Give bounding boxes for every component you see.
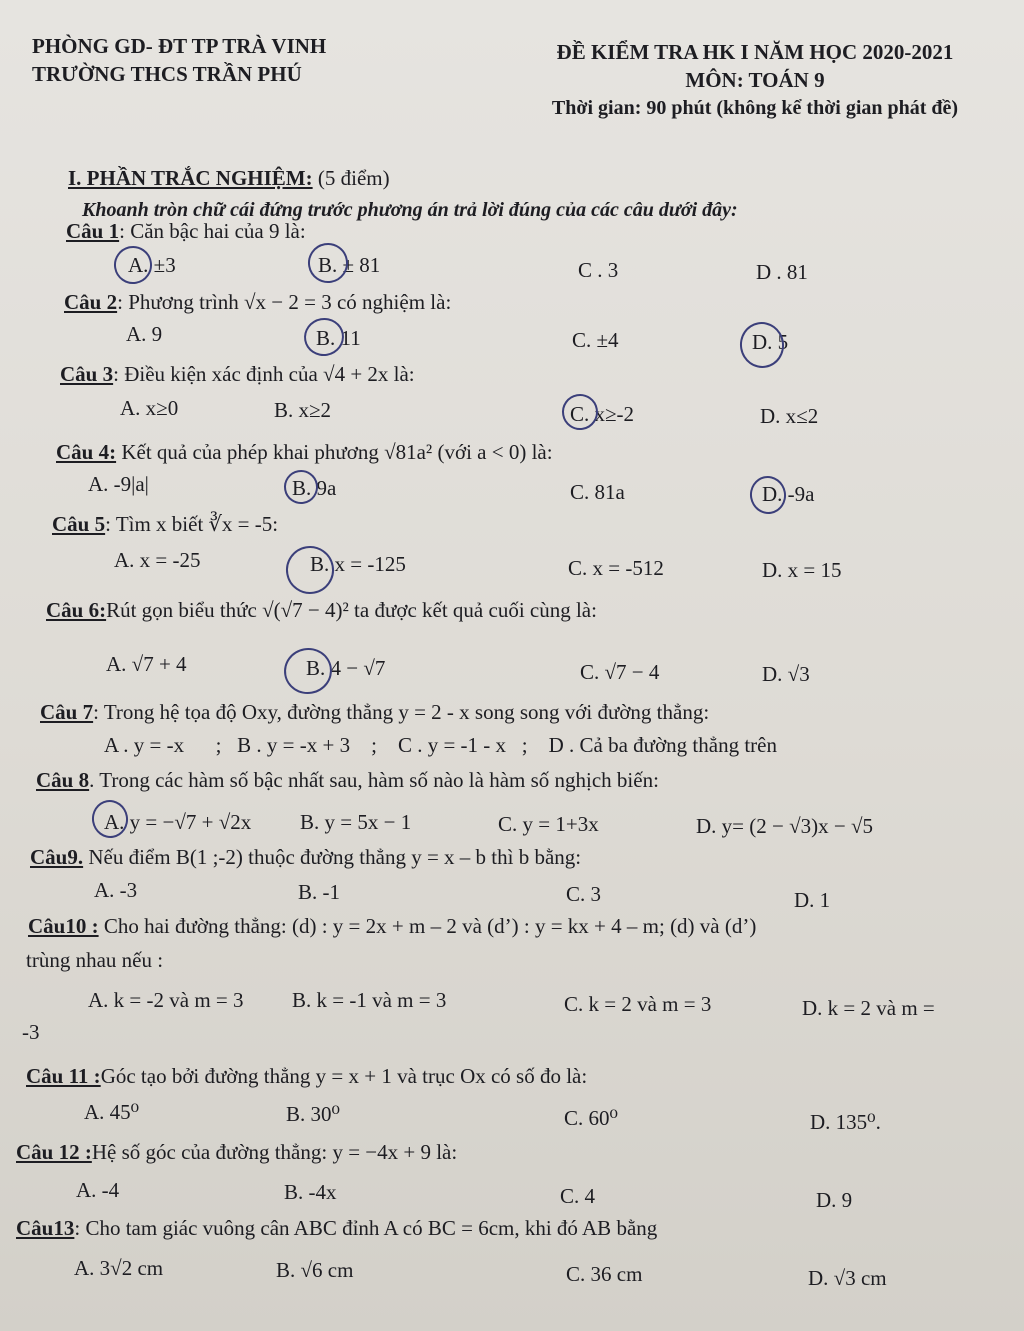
section-heading: I. PHẦN TRẮC NGHIỆM:	[68, 166, 313, 190]
question-label: Câu 11 :	[26, 1064, 101, 1088]
option-c[interactable]: C. x = -512	[568, 556, 664, 580]
option-c[interactable]: C. k = 2 và m = 3	[564, 992, 712, 1016]
option-d[interactable]: D. x = 15	[762, 558, 842, 582]
answer-mark	[736, 319, 787, 372]
question-text: : Cho tam giác vuông cân ABC đỉnh A có BC = 6cm, khi đó AB bằng	[74, 1216, 658, 1240]
option-c[interactable]: C . 3	[578, 258, 619, 282]
option-b[interactable]: B. 11	[316, 326, 361, 350]
exam-time: Thời gian: 90 phút (không kể thời gian phát đề)	[551, 96, 959, 119]
question-text: : Điều kiện xác định của √4 + 2x là:	[113, 362, 415, 386]
question-label: Câu10 :	[28, 914, 99, 938]
option-c[interactable]: C. y = 1+3x	[498, 812, 599, 836]
question-text: Góc tạo bởi đường thẳng y = x + 1 và trục Ox có số đo là:	[100, 1064, 588, 1088]
option-b[interactable]: B. √6 cm	[276, 1258, 354, 1282]
option-b[interactable]: B. ± 81	[318, 253, 381, 277]
option-d[interactable]: D. 1	[794, 888, 831, 912]
question-text: : Căn bậc hai của 9 là:	[119, 219, 306, 243]
question-4	[56, 440, 553, 465]
option-a[interactable]: A. -4	[76, 1178, 120, 1202]
option-row[interactable]: A . y = -x ; B . y = -x + 3 ; C . y = -1 - x ; D . Cả ba đường thẳng trên	[104, 733, 777, 757]
option-b[interactable]: B. 9a	[292, 476, 337, 500]
option-c[interactable]: C. 81a	[570, 480, 625, 504]
option-c[interactable]: C. 4	[560, 1184, 596, 1208]
option-d[interactable]: D . 81	[756, 260, 808, 284]
question-2	[64, 290, 451, 315]
option-d[interactable]: D. √3 cm	[808, 1266, 887, 1290]
option-b[interactable]: B. 4 − √7	[306, 656, 386, 680]
question-label: Câu 1	[66, 219, 120, 243]
question-13	[16, 1216, 657, 1241]
question-5	[52, 512, 278, 537]
option-b[interactable]: B. -1	[298, 880, 340, 904]
answer-mark	[282, 542, 338, 598]
question-label: Câu 2	[64, 290, 118, 314]
school-name: TRƯỜNG THCS TRẦN PHÚ	[32, 62, 302, 87]
subject: MÔN: TOÁN 9	[685, 68, 825, 93]
answer-mark	[301, 315, 347, 359]
question-text: Rút gọn biểu thức √(√7 − 4)² ta được kết quả cuối cùng là:	[106, 598, 597, 622]
question-label: Câu 8	[36, 768, 90, 792]
option-d[interactable]: D. 9	[816, 1188, 853, 1212]
question-label: Câu 12 :	[16, 1140, 92, 1164]
option-b[interactable]: B. x = -125	[310, 552, 406, 576]
question-text: : Tìm x biết ∛x = -5:	[105, 512, 279, 536]
header-right	[520, 38, 990, 122]
question-label: Câu 4:	[56, 440, 117, 464]
option-b[interactable]: B. k = -1 và m = 3	[292, 988, 447, 1012]
option-d[interactable]: D. y= (2 − √3)x − √5	[696, 814, 873, 838]
question-11	[26, 1064, 587, 1089]
question-label: Câu 3	[60, 362, 114, 386]
option-c[interactable]: C. x≥-2	[570, 402, 635, 426]
option-c[interactable]: C. 3	[566, 882, 602, 906]
option-b[interactable]: B. -4x	[284, 1180, 337, 1204]
question-6	[46, 598, 597, 623]
option-d[interactable]: D. -9a	[762, 482, 815, 506]
option-a[interactable]: A. x≥0	[120, 396, 179, 420]
option-a[interactable]: A. -9|a|	[88, 472, 149, 496]
option-d-wrap: -3	[22, 1020, 40, 1044]
question-10-cont: trùng nhau nếu :	[26, 948, 164, 972]
question-text: : Trong hệ tọa độ Oxy, đường thẳng y = 2 - x song song với đường thẳng:	[93, 700, 710, 724]
question-text: Nếu điểm B(1 ;-2) thuộc đường thẳng y = x – b thì b bằng:	[83, 845, 582, 869]
question-3	[60, 362, 415, 387]
question-7	[40, 700, 709, 725]
option-c[interactable]: C. 60⁰	[564, 1106, 618, 1130]
option-c[interactable]: C. 36 cm	[566, 1262, 643, 1286]
option-a[interactable]: A. 45⁰	[84, 1100, 140, 1124]
question-text: : Phương trình √x − 2 = 3 có nghiệm là:	[117, 290, 452, 314]
question-text: . Trong các hàm số bậc nhất sau, hàm số nào là hàm số nghịch biến:	[89, 768, 659, 792]
question-label: Câu 5	[52, 512, 106, 536]
option-a[interactable]: A. y = −√7 + √2x	[104, 810, 252, 834]
section-points: (5 điểm)	[317, 166, 390, 190]
header-left	[32, 32, 326, 89]
question-text: Hệ số góc của đường thẳng: y = −4x + 9 là:	[91, 1140, 458, 1164]
option-a[interactable]: A. 9	[126, 322, 163, 346]
question-1	[66, 219, 306, 244]
option-a[interactable]: A. 3√2 cm	[74, 1256, 164, 1280]
option-a[interactable]: A. x = -25	[114, 548, 201, 572]
question-text: Cho hai đường thẳng: (d) : y = 2x + m – 2 và (d’) : y = kx + 4 – m; (d) và (d’)	[98, 914, 757, 938]
section-title	[68, 166, 390, 191]
question-label: Câu13	[16, 1216, 75, 1240]
question-10	[28, 914, 756, 939]
option-b[interactable]: B. y = 5x − 1	[300, 810, 412, 834]
option-d[interactable]: D. k = 2 và m =	[802, 996, 935, 1020]
option-a[interactable]: A. k = -2 và m = 3	[88, 988, 244, 1012]
option-b[interactable]: B. x≥2	[274, 398, 332, 422]
option-c[interactable]: C. √7 − 4	[580, 660, 660, 684]
answer-mark	[111, 243, 155, 287]
option-a[interactable]: A. -3	[94, 878, 138, 902]
option-d[interactable]: D. √3	[762, 662, 810, 686]
option-c[interactable]: C. ±4	[572, 328, 619, 352]
answer-mark	[747, 473, 789, 517]
question-label: Câu 7	[40, 700, 94, 724]
question-9	[30, 845, 581, 870]
answer-mark	[305, 240, 351, 286]
question-8	[36, 768, 659, 793]
question-label: Câu9.	[30, 845, 84, 869]
question-label: Câu 6:	[46, 598, 107, 622]
instruction: Khoanh tròn chữ cái đứng trước phương án trả lời đúng của các câu dưới đây:	[82, 199, 738, 221]
option-a[interactable]: A. ±3	[128, 253, 176, 277]
dept-name: PHÒNG GD- ĐT TP TRÀ VINH	[32, 34, 327, 58]
option-d[interactable]: D. x≤2	[760, 404, 819, 428]
option-a[interactable]: A. √7 + 4	[106, 652, 187, 676]
option-d[interactable]: D. 135⁰.	[810, 1110, 881, 1134]
question-text: Kết quả của phép khai phương √81a² (với a < 0) là:	[116, 440, 553, 464]
option-b[interactable]: B. 30⁰	[286, 1102, 340, 1126]
exam-title: ĐỀ KIỂM TRA HK I NĂM HỌC 2020-2021	[556, 40, 954, 64]
option-d[interactable]: D. 5	[752, 330, 789, 354]
answer-mark	[280, 644, 335, 698]
question-12	[16, 1140, 457, 1165]
